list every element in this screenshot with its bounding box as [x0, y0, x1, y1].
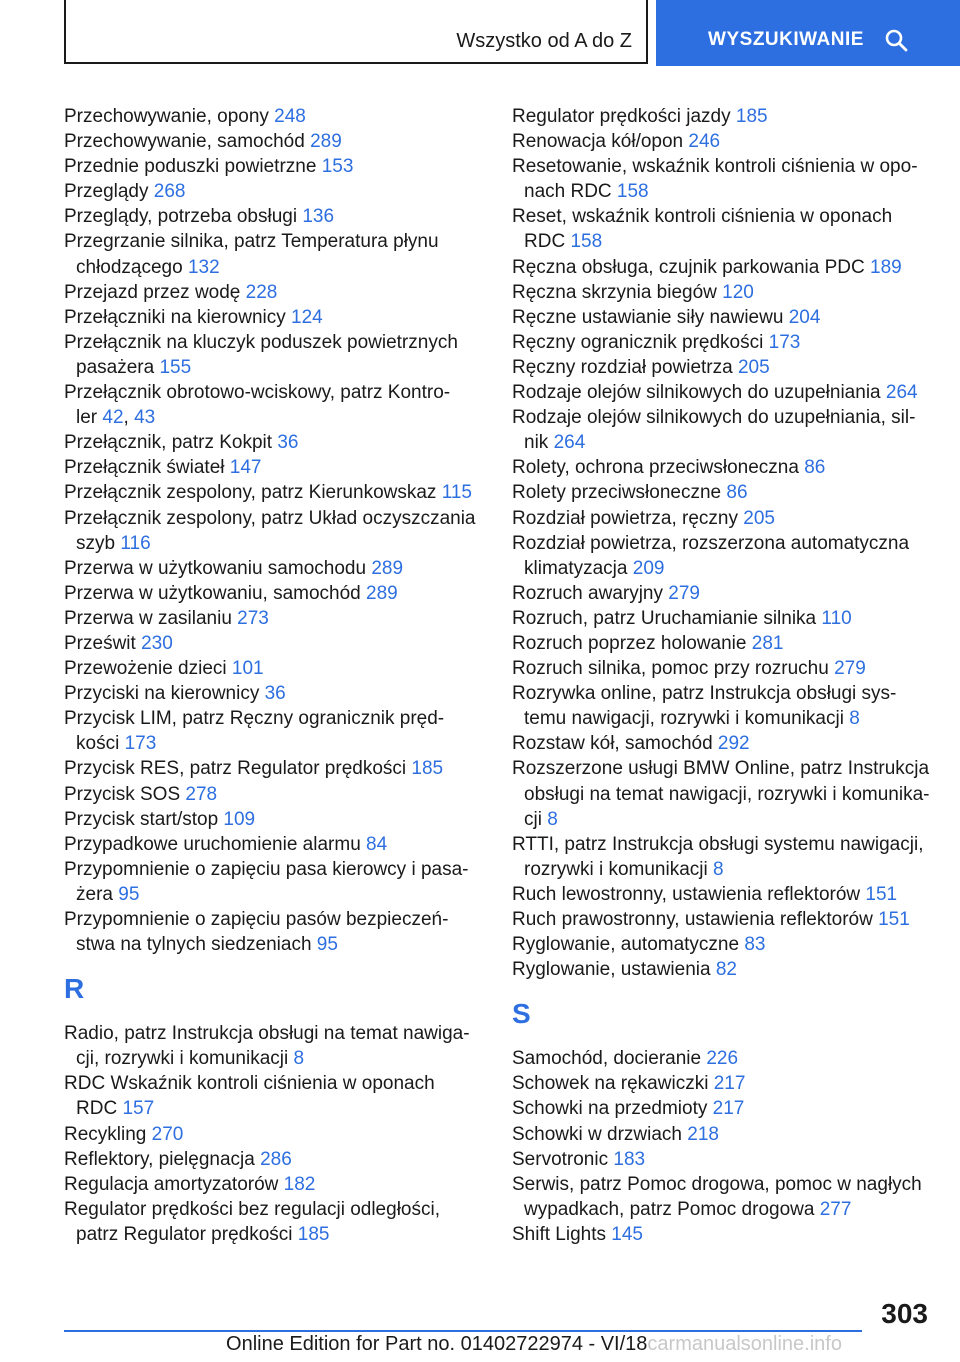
index-entry-text: Ryglowanie, automatyczne [512, 934, 745, 956]
page-number: 303 [881, 1298, 928, 1329]
index-entry [512, 380, 944, 405]
index-entry [64, 706, 484, 756]
index-entry [64, 782, 484, 807]
index-entry [512, 104, 944, 129]
index-entry-text: Ręczny ogranicznik prędkości [512, 331, 769, 353]
page-reference-link[interactable]: 246 [688, 131, 721, 153]
index-entry-text: Przerwa w zasilaniu [64, 607, 238, 629]
index-entry-text: Rolety, ochrona przeciwsłoneczna [512, 457, 805, 479]
index-entry [512, 656, 944, 681]
index-entry-text: Ręczna skrzynia biegów [512, 281, 723, 303]
page-reference-link[interactable]: 289 [310, 131, 342, 153]
page-reference-link[interactable]: 43 [134, 407, 156, 429]
page-reference-link[interactable]: 182 [283, 1173, 316, 1195]
index-entry-text: Rozruch awaryjny [512, 582, 669, 604]
index-entry [512, 129, 944, 154]
index-entry [64, 1071, 484, 1121]
page-reference-link[interactable]: 109 [223, 808, 256, 830]
search-icon [884, 28, 908, 52]
index-entry-text: Samochód, docieranie [512, 1048, 707, 1070]
index-entry [64, 656, 484, 681]
index-entry [512, 480, 944, 505]
index-entry [512, 405, 944, 455]
index-entry-text: Przełączniki na kierownicy [64, 306, 292, 328]
index-entry-text: Przełącznik, patrz Kokpit [64, 432, 278, 454]
page-reference-link[interactable]: 226 [706, 1048, 739, 1070]
index-entry [64, 807, 484, 832]
index-entry-text: Shift Lights [512, 1223, 612, 1245]
page-reference-link[interactable]: 286 [260, 1148, 292, 1170]
page-reference-link[interactable]: 42 [102, 407, 124, 429]
index-entry-text: Przycisk SOS [64, 783, 186, 805]
index-entry-text: Przeglądy [64, 181, 154, 203]
index-entry [512, 455, 944, 480]
page-reference-link[interactable]: 204 [788, 306, 821, 328]
page-reference-link[interactable]: 8 [712, 858, 724, 880]
page-reference-link[interactable]: 279 [668, 582, 700, 604]
page-reference-link[interactable]: 145 [611, 1223, 643, 1245]
index-entry-text: Przycisk RES, patrz Regulator prędkości [64, 758, 412, 780]
index-entry [64, 581, 484, 606]
index-entry-text: Servotronic [512, 1148, 614, 1170]
index-entry [512, 907, 944, 932]
index-entry [512, 756, 944, 831]
index-entry [512, 957, 944, 982]
index-entry [64, 154, 484, 179]
index-entry [512, 305, 944, 330]
index-entry-text: Regulator prędkości jazdy [512, 106, 736, 127]
page-reference-link[interactable]: 157 [122, 1098, 155, 1120]
page-reference-link[interactable]: 279 [834, 658, 866, 680]
page-reference-link[interactable]: 173 [124, 733, 157, 755]
index-entry-text: Przegrzanie silnika, patrz Temperatura płynu chłodzącego [64, 231, 439, 278]
page-reference-link[interactable]: 264 [885, 382, 918, 404]
index-entry [512, 832, 944, 882]
index-entry-text: Reset, wskaźnik kontroli ciśnienia w oponach RDC [512, 206, 893, 253]
page-reference-link[interactable]: 273 [237, 607, 269, 629]
index-entry [64, 1021, 484, 1071]
index-entry [512, 506, 944, 531]
index-entry-text: Rozstaw kół, samochód [512, 733, 718, 755]
page-reference-link[interactable]: 209 [632, 557, 665, 579]
index-entry-text: Rozdział powietrza, rozszerzona automatyczna klimatyzacja [512, 532, 910, 579]
index-entry-text: Przycisk start/stop [64, 808, 224, 830]
page-reference-link[interactable]: 132 [187, 256, 220, 278]
footer-edition-line [0, 1333, 960, 1356]
index-entry [512, 882, 944, 907]
page-reference-link[interactable]: 8 [293, 1048, 305, 1070]
index-entry [64, 1122, 484, 1147]
index-entry [512, 1147, 944, 1172]
index-entry-text: RDC Wskaźnik kontroli ciśnienia w oponach RDC [64, 1073, 435, 1120]
index-entry-text: Przejazd przez wodę [64, 281, 246, 303]
index-entry-text: RTTI, patrz Instrukcja obsługi systemu nawigacji, rozrywki i komunikacji [512, 833, 924, 880]
page-reference-link[interactable]: 158 [570, 231, 603, 253]
index-entry [512, 606, 944, 631]
index-entry [64, 1197, 484, 1247]
index-entry [64, 430, 484, 455]
page-reference-link[interactable]: 86 [804, 457, 826, 479]
page-reference-link[interactable]: 185 [411, 758, 444, 780]
index-entry [64, 229, 484, 279]
page-reference-link[interactable]: 277 [819, 1198, 852, 1220]
index-entry-text: Przerwa w użytkowaniu samochodu [64, 557, 372, 579]
index-entry-text: Schowki na przedmioty [512, 1098, 713, 1120]
index-entry [64, 631, 484, 656]
index-entry-text: Radio, patrz Instrukcja obsługi na temat nawiga- cji, rozrywki i komunikacji [64, 1023, 470, 1070]
header-frame [64, 0, 648, 64]
index-entry-text: Rozruch poprzez holowanie [512, 632, 752, 654]
index-entry-text: Rolety przeciwsłoneczne [512, 482, 727, 504]
index-entry-text: Przełącznik zespolony, patrz Układ oczyszczania szyb [64, 507, 476, 554]
index-entry [512, 280, 944, 305]
page-reference-link[interactable]: 264 [553, 432, 586, 454]
page-reference-link[interactable]: 281 [751, 632, 784, 654]
index-entry-text: Resetowanie, wskaźnik kontroli ciśnienia w opo- nach RDC [512, 156, 918, 203]
page-reference-link[interactable]: 173 [768, 331, 801, 353]
index-entry-text: Recykling [64, 1123, 152, 1145]
index-column-right [512, 104, 944, 1247]
index-entry [512, 531, 944, 581]
index-entry-text: Ryglowanie, ustawienia [512, 959, 716, 981]
search-button-label: WYSZUKIWANIE [708, 29, 864, 50]
page-reference-link[interactable]: 101 [231, 658, 264, 680]
index-entry [64, 204, 484, 229]
index-entry [512, 1096, 944, 1121]
index-entry [512, 154, 944, 204]
index-entry-text: Rozdział powietrza, ręczny [512, 507, 744, 529]
page-reference-link[interactable]: 153 [321, 156, 354, 178]
index-entry-text: Przerwa w użytkowaniu, samochód [64, 582, 367, 604]
page-reference-link[interactable]: 185 [297, 1223, 330, 1245]
page-reference-link[interactable]: 95 [118, 883, 140, 905]
index-entry [512, 330, 944, 355]
index-entry [512, 1172, 944, 1222]
index-entry-text: Schowek na rękawiczki [512, 1073, 714, 1095]
page-reference-link[interactable]: 82 [715, 959, 737, 981]
index-entry [64, 556, 484, 581]
index-entry [64, 280, 484, 305]
index-entry [64, 756, 484, 781]
index-entry-text: Przełącznik na kluczyk poduszek powietrznych pasażera [64, 331, 458, 378]
page-reference-link[interactable]: 95 [316, 934, 338, 956]
index-entry-text: Przypadkowe uruchomienie alarmu [64, 833, 367, 855]
index-entry [512, 1071, 944, 1096]
page-reference-link[interactable]: 185 [735, 106, 768, 127]
index-entry [64, 104, 484, 129]
page-reference-link[interactable]: 120 [722, 281, 754, 303]
index-entry-text: Przewożenie dzieci [64, 658, 232, 680]
index-entry [64, 330, 484, 380]
page-reference-link[interactable]: 217 [712, 1098, 745, 1120]
index-entry [64, 681, 484, 706]
index-entry [512, 581, 944, 606]
page-reference-link[interactable]: 8 [849, 708, 860, 730]
page-reference-link[interactable]: 292 [717, 733, 750, 755]
page-reference-link[interactable]: 228 [245, 281, 278, 303]
page-reference-link[interactable]: 205 [737, 356, 770, 378]
index-entry [64, 832, 484, 857]
index-entry-text: Regulacja amortyzatorów [64, 1173, 284, 1195]
index-entry [512, 255, 944, 280]
page-reference-link[interactable]: 151 [878, 909, 910, 930]
page-reference-link[interactable]: 8 [547, 808, 558, 830]
index-entry-text: Przednie poduszki powietrzne [64, 156, 322, 178]
index-entry-text: Przełącznik świateł [64, 457, 230, 479]
index-entry-text: Przypomnienie o zapięciu pasa kierowcy i pasa- żera [64, 858, 469, 905]
index-entry: Przełącznik obrotowo-wciskowy, patrz Kontro- ler 42, 43 [64, 382, 451, 429]
index-entry [512, 631, 944, 656]
index-entry [64, 455, 484, 480]
page-reference-link[interactable]: 289 [371, 557, 404, 579]
page-reference-link[interactable]: 270 [151, 1123, 184, 1145]
index-entry-text: Serwis, patrz Pomoc drogowa, pomoc w nagłych wypadkach, patrz Pomoc drogowa [512, 1173, 922, 1220]
page-reference-link[interactable]: 115 [441, 482, 472, 504]
page-reference-link[interactable]: 289 [366, 582, 398, 604]
index-entry [512, 1122, 944, 1147]
page-reference-link[interactable]: 86 [726, 482, 748, 504]
page-reference-link[interactable]: 248 [274, 106, 306, 127]
index-entry-text: Ręczne ustawianie siły nawiewu [512, 306, 789, 328]
index-entry [64, 907, 484, 957]
page-reference-link[interactable]: 83 [744, 934, 766, 956]
page-reference-link[interactable]: 155 [159, 356, 192, 378]
index-entry-text: Przyciski na kierownicy [64, 683, 265, 705]
index-entry-text: Regulator prędkości bez regulacji odległości, patrz Regulator prędkości [64, 1198, 440, 1245]
page-reference-link[interactable]: 183 [613, 1148, 646, 1170]
index-entry [64, 857, 484, 907]
index-entry-text: Rozruch, patrz Uruchamianie silnika [512, 607, 822, 629]
index-section-letter: R [64, 973, 85, 1005]
index-entry [512, 731, 944, 756]
index-entry [64, 1172, 484, 1197]
index-entry-text: Przełącznik zespolony, patrz Kierunkowskaz [64, 482, 442, 504]
index-section-letter: S [512, 998, 531, 1030]
page-reference-link[interactable]: 278 [185, 783, 218, 805]
footer-watermark: carmanualsonline.info [647, 1333, 842, 1355]
page-reference-link[interactable]: 136 [302, 206, 335, 228]
index-entry-text: Ręczny rozdział powietrza [512, 356, 738, 378]
index-entry-text: Prześwit [64, 632, 142, 654]
page-reference-link[interactable]: 36 [264, 683, 286, 705]
index-entry [64, 1147, 484, 1172]
footer-edition: Online Edition for Part no. 01402722974 - VI/18 [226, 1333, 648, 1355]
index-entry-text: Przypomnienie o zapięciu pasów bezpieczeń- stwa na tylnych siedzeniach [64, 909, 449, 956]
page-reference-link[interactable]: 36 [277, 432, 299, 454]
index-entry-text: Przycisk LIM, patrz Ręczny ogranicznik pręd- kości [64, 708, 445, 755]
page-reference-link[interactable]: 116 [120, 532, 151, 554]
index-entry-text: Rozrywka online, patrz Instrukcja obsługi sys- temu nawigacji, rozrywki i komunikacji [512, 683, 897, 730]
page-reference-link[interactable]: 158 [616, 181, 649, 203]
index-entry-text: Ręczna obsługa, czujnik parkowania PDC [512, 256, 871, 278]
index-entry [512, 355, 944, 380]
page-reference-link[interactable]: 218 [687, 1123, 719, 1145]
index-entry-text: Reflektory, pielęgnacja [64, 1148, 261, 1170]
index-entry-text: Renowacja kół/opon [512, 131, 689, 153]
page-reference-link[interactable]: 205 [743, 507, 775, 529]
index-entry-text: Rodzaje olejów silnikowych do uzupełniania, sil- nik [512, 407, 916, 454]
index-entry-text: Schowki w drzwiach [512, 1123, 688, 1145]
index-entry [512, 681, 944, 731]
page-reference-link[interactable]: 217 [713, 1073, 746, 1095]
index-entry-text: Rodzaje olejów silnikowych do uzupełniania [512, 382, 886, 404]
page-reference-link[interactable]: 268 [153, 181, 186, 203]
index-entry [512, 1222, 944, 1247]
index-column-left [64, 104, 484, 1247]
index-entry [64, 179, 484, 204]
index-entry-text: Ruch prawostronny, ustawienia reflektorów [512, 909, 879, 930]
page-reference-link[interactable]: 84 [366, 833, 388, 855]
search-button[interactable] [656, 0, 960, 66]
index-entry-text: Przechowywanie, samochód [64, 131, 311, 153]
index-entry [64, 480, 484, 505]
index-entry [64, 129, 484, 154]
page-reference-link[interactable]: 110 [821, 607, 852, 629]
index-entry-text: Ruch lewostronny, ustawienia reflektorów [512, 883, 866, 905]
index-entry-text: Przeglądy, potrzeba obsługi [64, 206, 303, 228]
page-reference-link[interactable]: 230 [141, 632, 173, 654]
index-entry-text: Rozszerzone usługi BMW Online, patrz Instrukcja obsługi na temat nawigacji, rozrywki i komunika- cji [512, 758, 930, 830]
footer-divider [64, 1330, 862, 1332]
page-reference-link[interactable]: 151 [865, 883, 898, 905]
index-entry [512, 1046, 944, 1071]
page-reference-link[interactable]: 124 [291, 306, 323, 328]
header-title: Wszystko od A do Z [456, 30, 632, 52]
index-entry [64, 305, 484, 330]
index-entry [512, 932, 944, 957]
index-entry-text: Rozruch silnika, pomoc przy rozruchu [512, 658, 835, 680]
page-reference-link[interactable]: 147 [229, 457, 262, 479]
page-reference-link[interactable]: 189 [870, 256, 902, 278]
index-entry-text: Przechowywanie, opony [64, 106, 275, 127]
index-entry-text: Przełącznik obrotowo-wciskowy, patrz Kontro- ler [64, 382, 451, 429]
index-entry [512, 204, 944, 254]
index-entry [64, 606, 484, 631]
index-entry [64, 506, 484, 556]
